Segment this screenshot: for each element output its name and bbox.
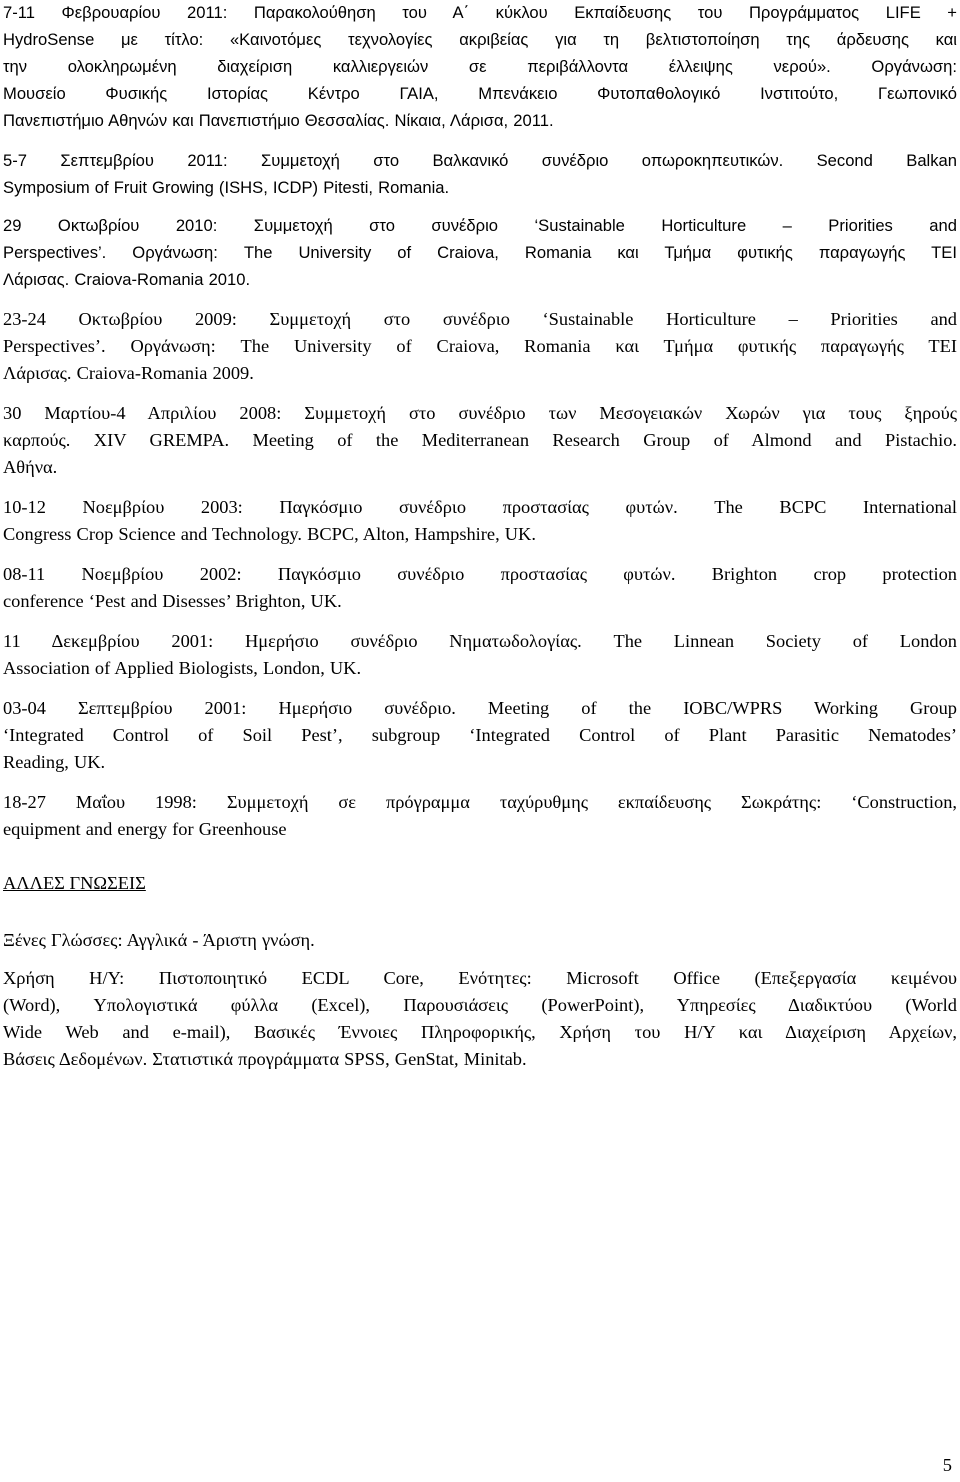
entry-line: Χρήση Η/Υ: Πιστοποιητικό ECDL Core, Ενότητες: Microsoft Office (Επεξεργασία κειμένου	[3, 968, 957, 988]
entry-line: 18-27 Μαΐου 1998: Συμμετοχή σε πρόγραμμα ταχύρυθμης εκπαίδευσης Σωκράτης: ‘Construction,	[3, 792, 957, 812]
entry-line: Reading, UK.	[3, 752, 106, 772]
entry-line: Perspectives’. Οργάνωση: The University of Craiova, Romania και Τμήμα φυτικής παραγωγής ΤΕΙ	[3, 243, 957, 262]
section-heading-other-knowledge: ΑΛΛΕΣ ΓΝΩΣΕΙΣ	[3, 873, 146, 893]
conference-entry-brighton-2002	[3, 561, 957, 615]
entry-line: Βάσεις Δεδομένων. Στατιστικά προγράμματα SPSS, GenStat, Minitab.	[3, 1049, 527, 1069]
entry-line: 7-11 Φεβρουαρίου 2011: Παρακολούθηση του Α΄ κύκλου Εκπαίδευσης του Προγράμματος LIFE +	[3, 3, 957, 22]
entry-line: Wide Web and e-mail), Βασικές Έννοιες Πληροφορικής, Χρήση του Η/Υ και Διαχείριση Αρχείων,	[3, 1022, 957, 1042]
entry-line: Symposium of Fruit Growing (ISHS, ICDP) Pitesti, Romania.	[3, 178, 450, 197]
entry-line: Λάρισας. Craiova-Romania 2010.	[3, 270, 251, 289]
entry-line: 30 Μαρτίου-4 Απριλίου 2008: Συμμετοχή στο συνέδριο των Μεσογειακών Χωρών για τους ξηρούς	[3, 403, 957, 423]
entry-line: HydroSense με τίτλο: «Καινοτόμες τεχνολογίες ακριβείας για τη βελτιστοποίηση της άρδευσης και	[3, 30, 957, 49]
entry-line: (Word), Υπολογιστικά φύλλα (Excel), Παρουσιάσεις (PowerPoint), Υπηρεσίες Διαδικτύου (World	[3, 995, 957, 1015]
entry-line: 29 Οκτωβρίου 2010: Συμμετοχή στο συνέδριο ‘Sustainable Horticulture – Priorities and	[3, 216, 957, 235]
entry-line: 10-12 Νοεμβρίου 2003: Παγκόσμιο συνέδριο προστασίας φυτών. The BCPC International	[3, 497, 957, 517]
entry-line: 08-11 Νοεμβρίου 2002: Παγκόσμιο συνέδριο προστασίας φυτών. Brighton crop protection	[3, 564, 957, 584]
computer-skills-paragraph	[3, 965, 957, 1073]
entry-line: Αθήνα.	[3, 457, 58, 477]
entry-line: 23-24 Οκτωβρίου 2009: Συμμετοχή στο συνέδριο ‘Sustainable Horticulture – Priorities and	[3, 309, 957, 329]
entry-line: 5-7 Σεπτεμβρίου 2011: Συμμετοχή στο Βαλκανικό συνέδριο οπωροκηπευτικών. Second Balkan	[3, 151, 957, 170]
conference-entry-craiova-2010	[3, 212, 957, 293]
entry-line: την ολοκληρωμένη διαχείριση καλλιεργειών σε περιβάλλοντα έλλειψης νερού». Οργάνωση:	[3, 57, 957, 76]
conference-entry-craiova-2009	[3, 306, 957, 387]
entry-line: Perspectives’. Οργάνωση: The University of Craiova, Romania και Τμήμα φυτικής παραγωγής ΤΕΙ	[3, 336, 957, 356]
conference-entry-balkan-2011	[3, 147, 957, 201]
entry-line: Congress Crop Science and Technology. BCPC, Alton, Hampshire, UK.	[3, 524, 536, 544]
entry-line: 11 Δεκεμβρίου 2001: Ημερήσιο συνέδριο Νηματωδολογίας. The Linnean Society of London	[3, 631, 957, 651]
training-entry-life-hydrosense	[3, 0, 957, 134]
entry-line: Μουσείο Φυσικής Ιστορίας Κέντρο ΓΑΙΑ, Μπενάκειο Φυτοπαθολογικό Ινστιτούτο, Γεωπονικό	[3, 84, 957, 103]
entry-line: equipment and energy for Greenhouse	[3, 819, 287, 839]
entry-line: καρπούς. XIV GREMPA. Meeting of the Mediterranean Research Group of Almond and Pistachio.	[3, 430, 957, 450]
entry-line: Πανεπιστήμιο Αθηνών και Πανεπιστήμιο Θεσσαλίας. Νίκαια, Λάρισα, 2011.	[3, 111, 554, 130]
conference-entry-grempa-2008	[3, 400, 957, 481]
page-number: 5	[942, 1455, 952, 1475]
languages-line: Ξένες Γλώσσες: Αγγλικά - Άριστη γνώση.	[3, 930, 315, 950]
conference-entry-linnean-2001	[3, 628, 957, 682]
entry-line: 03-04 Σεπτεμβρίου 2001: Ημερήσιο συνέδριο. Meeting of the IOBC/WPRS Working Group	[3, 698, 957, 718]
entry-line: Λάρισας. Craiova-Romania 2009.	[3, 363, 254, 383]
entry-line: conference ‘Pest and Disesses’ Brighton, UK.	[3, 591, 342, 611]
conference-entry-iobc-2001	[3, 695, 957, 776]
entry-line: ‘Integrated Control of Soil Pest’, subgroup ‘Integrated Control of Plant Parasitic Nematodes’	[3, 725, 957, 745]
conference-entry-bcpc-2003	[3, 494, 957, 548]
training-entry-socrates-1998	[3, 789, 957, 843]
entry-line: Association of Applied Biologists, London, UK.	[3, 658, 362, 678]
